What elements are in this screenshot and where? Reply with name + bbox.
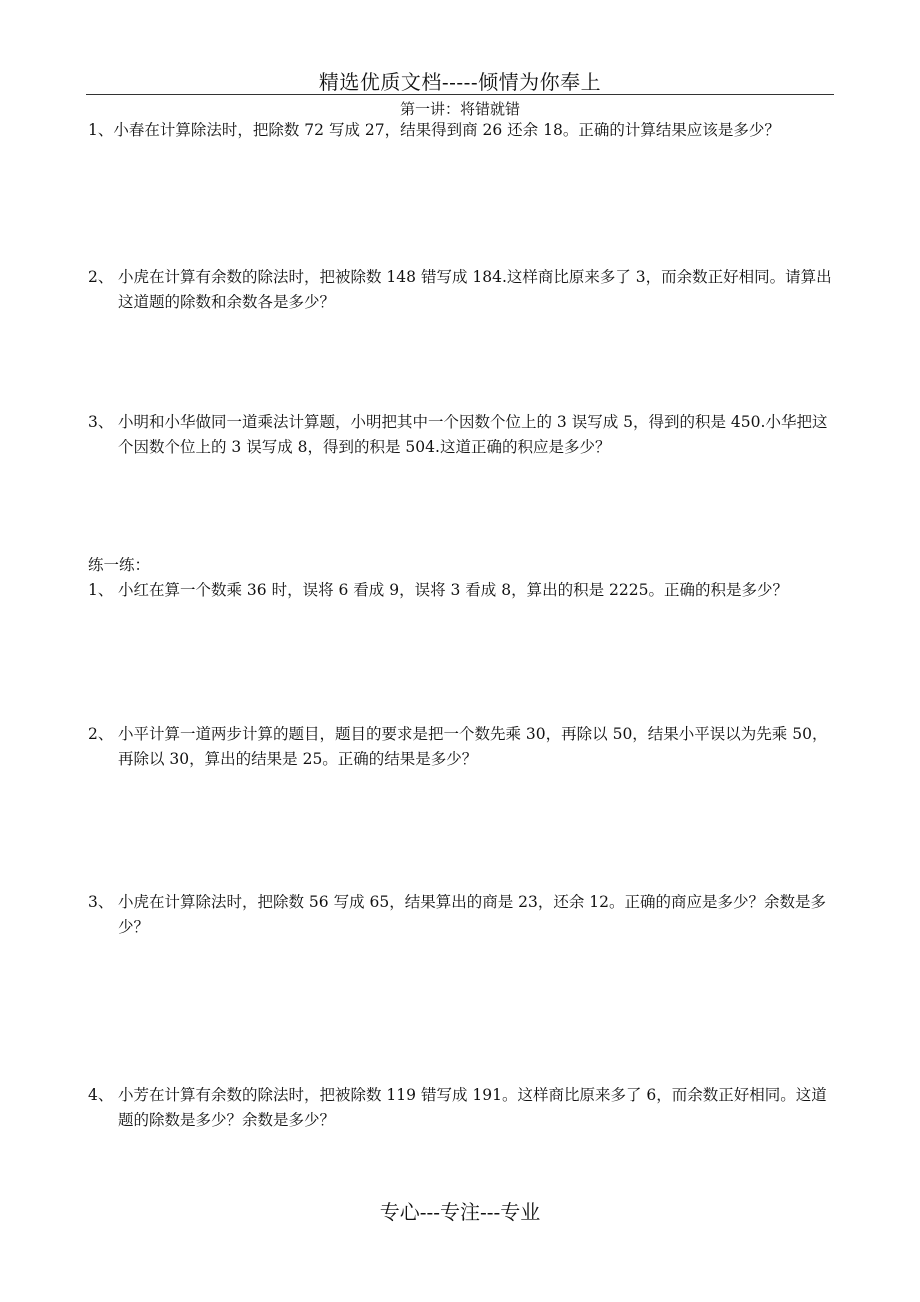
problem-text: 小红在算一个数乘 36 时，误将 6 看成 9，误将 3 看成 8，算出的积是 2225。正确的积是多少？ bbox=[118, 581, 788, 599]
problem-number: 1、 bbox=[88, 121, 114, 139]
problem-number: 2、 bbox=[88, 268, 114, 286]
problem-text: 小虎在计算除法时，把除数 56 写成 65，结果算出的商是 23，还余 12。正确的商应是多少？余数是多少？ bbox=[118, 893, 827, 936]
problem-number: 4、 bbox=[88, 1086, 114, 1104]
practice-problem-2 bbox=[88, 722, 832, 772]
example-problem-1 bbox=[88, 118, 832, 143]
page-footer-text: 专心---专注---专业 bbox=[379, 1200, 541, 1224]
practice-section-label: 练一练： bbox=[88, 556, 151, 574]
problem-text: 小芳在计算有余数的除法时，把被除数 119 错写成 191。这样商比原来多了 6，而余数正好相同。这道题的除数是多少？余数是多少？ bbox=[118, 1086, 827, 1129]
problem-number: 3、 bbox=[88, 413, 114, 431]
practice-problem-1 bbox=[88, 578, 832, 603]
practice-problem-4 bbox=[88, 1083, 832, 1133]
header-divider bbox=[86, 94, 834, 95]
problem-number: 2、 bbox=[88, 725, 114, 743]
example-problem-2 bbox=[88, 265, 832, 315]
problem-text: 小平计算一道两步计算的题目，题目的要求是把一个数先乘 30，再除以 50，结果小平误以为先乘 50，再除以 30，算出的结果是 25。正确的结果是多少？ bbox=[118, 725, 828, 768]
example-problem-3 bbox=[88, 410, 832, 460]
problem-text: 小明和小华做同一道乘法计算题，小明把其中一个因数个位上的 3 误写成 5，得到的积是 450.小华把这个因数个位上的 3 误写成 8，得到的积是 504.这道正确的积应是多少？ bbox=[118, 413, 828, 456]
problem-text: 小虎在计算有余数的除法时，把被除数 148 错写成 184.这样商比原来多了 3，而余数正好相同。请算出这道题的除数和余数各是多少？ bbox=[118, 268, 832, 311]
page-header-title: 精选优质文档-----倾情为你奉上 bbox=[318, 70, 602, 94]
practice-problem-3 bbox=[88, 890, 832, 940]
problem-number: 3、 bbox=[88, 893, 114, 911]
lesson-title: 第一讲：将错就错 bbox=[399, 100, 520, 118]
problem-number: 1、 bbox=[88, 581, 114, 599]
problem-text: 小春在计算除法时，把除数 72 写成 27，结果得到商 26 还余 18。正确的计算结果应该是多少？ bbox=[113, 121, 780, 139]
